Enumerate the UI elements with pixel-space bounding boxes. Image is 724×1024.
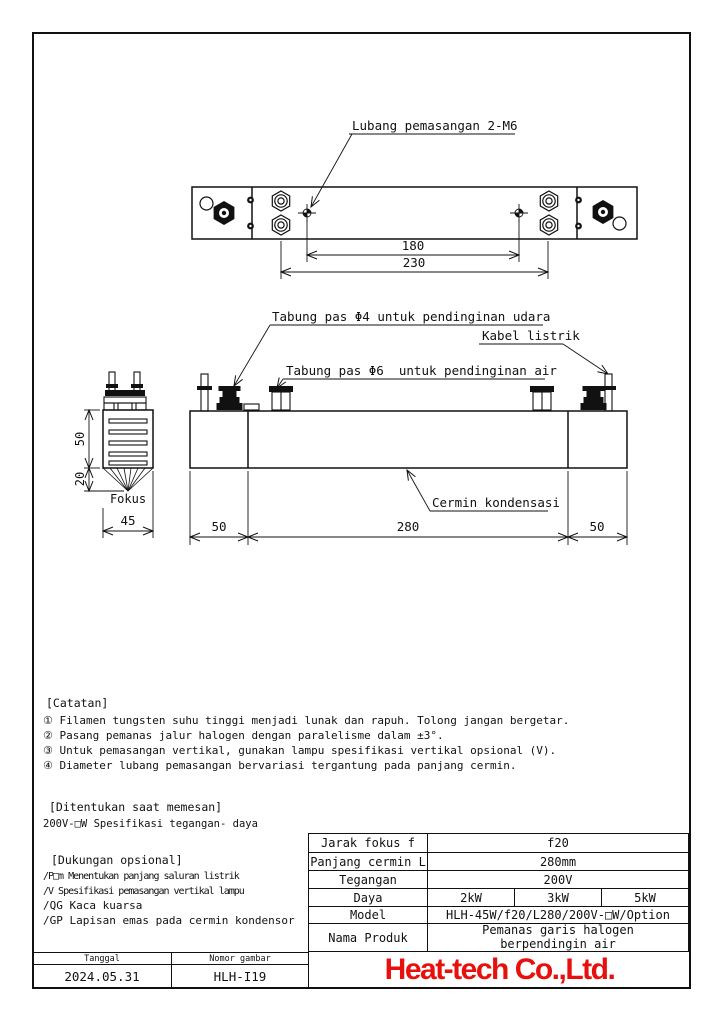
spec-value: HLH-45W/f20/L280/200V-□W/Option: [446, 908, 670, 922]
condenser-mirror-label: Cermin kondensasi: [432, 495, 560, 510]
end-view: [73, 372, 153, 538]
note-item: ② Pasang pemanas jalur halogen dengan paralelisme dalam ±3°.: [43, 729, 444, 742]
option-item: /QG Kaca kuarsa: [43, 899, 143, 912]
spec-label: Daya: [309, 889, 428, 906]
side-view-dims: [190, 471, 627, 545]
table-row: [309, 834, 688, 852]
table-row: [309, 923, 688, 951]
dim-45-value: 45: [120, 513, 136, 528]
spec-label: Model: [309, 907, 428, 923]
nut-icon: [593, 200, 614, 224]
mounting-hole-icon: [510, 204, 528, 222]
fins-icon: [109, 419, 147, 465]
spec-table: [308, 833, 689, 952]
ordering-title: [Ditentukan saat memesan]: [49, 800, 223, 814]
hex-nut-icon: [272, 191, 289, 235]
spec-label: Nama Produk: [309, 924, 428, 951]
hex-nut-icon: [540, 191, 557, 235]
dim-280: 280: [396, 519, 420, 534]
end-fittings-icon: [104, 372, 146, 410]
spec-value-line: berpendingin air: [500, 936, 616, 951]
spec-label: Jarak fokus f: [309, 834, 428, 852]
focus-label: Fokus: [109, 492, 147, 506]
power-cable-label: Kabel listrik: [482, 328, 580, 343]
spec-value: 2kW: [428, 889, 515, 906]
spec-value: f20: [547, 836, 569, 850]
dim-50-left: 50: [211, 519, 227, 534]
dim-50-20: [84, 410, 124, 491]
air-tube-label: Tabung pas Φ4 untuk pendinginan udara: [272, 309, 551, 324]
water-fitting-icon: [530, 386, 554, 410]
company-logo: Heat-tech Co.,Ltd.: [308, 952, 690, 988]
dim-230: [281, 241, 548, 279]
option-item: /P□m Menentukan panjang saluran listrik: [43, 871, 239, 882]
focus-rays-icon: [103, 468, 153, 491]
table-row: [309, 906, 688, 923]
power-cable-callout: [479, 344, 608, 374]
spec-value: 5kW: [634, 890, 656, 905]
note-item: ③ Untuk pemasangan vertikal, gunakan lampu spesifikasi vertikal opsional (V).: [43, 744, 557, 757]
table-row: [309, 888, 688, 906]
mounting-holes-callout: [311, 134, 515, 207]
mounting-hole-icon: [298, 204, 316, 222]
dim-50-right: 50: [589, 519, 605, 534]
note-item: ① Filamen tungsten suhu tinggi menjadi lunak dan rapuh. Tolong jangan bergetar.: [43, 714, 570, 727]
spec-value: [428, 924, 688, 951]
table-row: [309, 870, 688, 888]
cable-tube-icon: [601, 374, 616, 411]
option-item: /GP Lapisan emas pada cermin kondensor: [43, 914, 295, 927]
top-view: [192, 118, 637, 279]
dim-45: [103, 471, 153, 538]
date-value: 2024.05.31: [33, 965, 172, 988]
option-item: /V Spesifikasi pemasangan vertikal lampu: [43, 886, 244, 897]
title-block: [33, 952, 308, 988]
spec-value: 3kW: [515, 889, 602, 906]
dim-230-value: 230: [402, 255, 426, 270]
options-title: [Dukungan opsional]: [51, 853, 183, 867]
air-tube-callout: [234, 325, 543, 386]
drawing-number-label: Nomor gambar: [172, 953, 308, 965]
dim-180-value: 180: [401, 238, 425, 253]
side-view: [190, 309, 627, 545]
spec-value: 200V: [543, 872, 573, 887]
ordering-line: 200V-□W Spesifikasi tegangan- daya: [43, 818, 258, 830]
water-tube-label: Tabung pas Φ6 untuk pendinginan air: [286, 363, 557, 378]
note-item: ④ Diameter lubang pemasangan bervariasi tergantung pada panjang cermin.: [43, 759, 517, 772]
dim-height-20: 20: [73, 471, 87, 487]
date-label: Tanggal: [33, 953, 172, 965]
spec-label: Tegangan: [309, 871, 428, 888]
nut-icon: [214, 201, 235, 225]
mounting-holes-label: Lubang pemasangan 2-M6: [352, 118, 518, 133]
water-tube-callout: [277, 379, 545, 388]
condenser-mirror-callout: [407, 470, 548, 511]
spec-value-line: Pemanas garis halogen: [482, 923, 634, 937]
drawing-number-value: HLH-I19: [213, 969, 267, 984]
water-fitting-icon: [269, 386, 293, 410]
spec-label: Panjang cermin L: [309, 853, 428, 870]
air-fitting-icon: [581, 386, 607, 410]
cable-tube-icon: [197, 374, 212, 411]
spec-value: 280mm: [539, 854, 577, 869]
dim-180: [307, 220, 519, 262]
dim-height-50: 50: [73, 431, 87, 447]
notes-title: [Catatan]: [46, 696, 109, 710]
table-row: [309, 852, 688, 870]
air-fitting-icon: [217, 386, 243, 410]
